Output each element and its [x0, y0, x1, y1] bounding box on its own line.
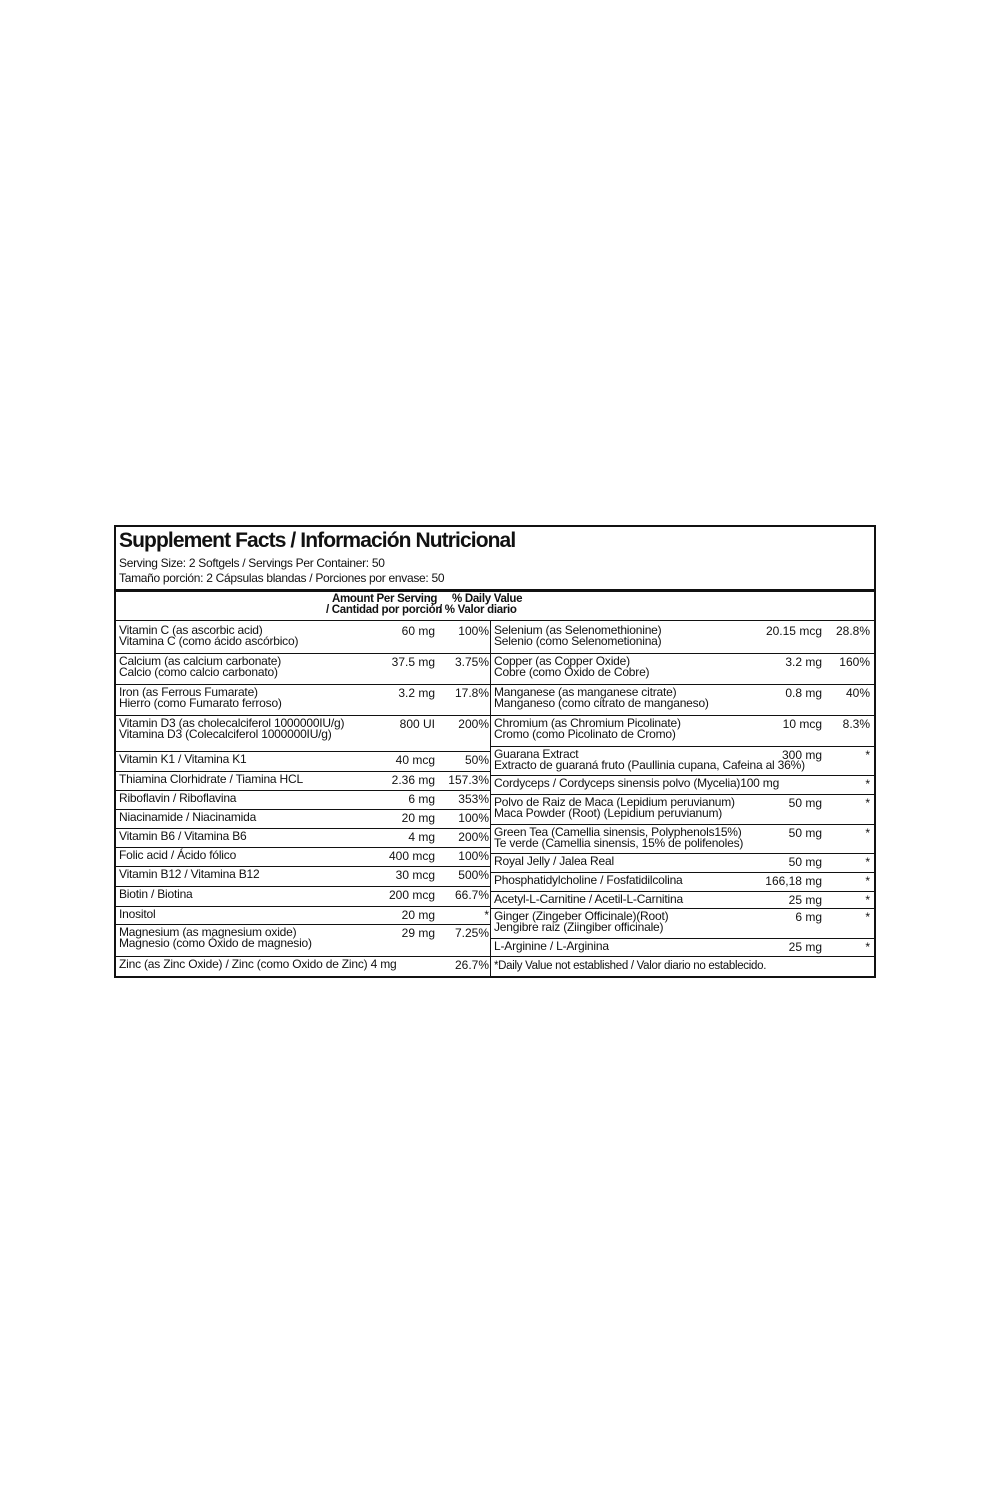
dv-header-en: % Daily Value [452, 593, 523, 605]
nutrient-daily-value: 100% [458, 811, 489, 825]
nutrient-daily-value: * [484, 908, 489, 922]
nutrient-name: Selenium (as Selenomethionine) [494, 623, 662, 637]
nutrient-row [491, 854, 874, 873]
nutrient-amount: 3.2 mg [785, 655, 822, 669]
nutrient-name: Vitamin K1 / Vitamina K1 [119, 752, 247, 766]
thick-rule [116, 589, 874, 592]
nutrient-amount: 6 mg [795, 910, 822, 924]
nutrient-daily-value: 26.7% [454, 958, 489, 972]
nutrient-name: Manganese (as manganese citrate) [494, 685, 677, 699]
nutrient-row [491, 685, 874, 716]
nutrient-daily-value: 3.75% [454, 655, 489, 669]
nutrient-name: Vitamin D3 (as cholecalciferol 1000000IU/g) [119, 716, 345, 730]
nutrient-name: Chromium (as Chromium Picolinate) [494, 716, 681, 730]
nutrient-name: Phosphatidylcholine / Fosfatidilcolina [494, 873, 683, 887]
amount-header-es: / Cantidad por porción [326, 604, 443, 616]
nutrient-row [116, 772, 490, 791]
nutrient-name: Calcium (as calcium carbonate) [119, 654, 282, 668]
nutrient-row [491, 747, 874, 776]
nutrient-row [116, 810, 490, 829]
nutrient-name: Ginger (Zingeber Officinale)(Root) [494, 909, 669, 923]
nutrient-amount: 10 mcg [782, 717, 822, 731]
nutrient-name: Zinc (as Zinc Oxide) / Zinc (como Oxido de Zinc) 4 mg [119, 957, 397, 971]
nutrient-row [116, 654, 490, 685]
nutrient-name: Polvo de Raiz de Maca (Lepidium peruvianum) [494, 795, 735, 809]
nutrient-row [116, 925, 490, 957]
nutrient-amount: 50 mg [788, 826, 822, 840]
nutrient-daily-value: * [865, 796, 870, 810]
nutrient-daily-value: 100% [458, 624, 489, 638]
nutrient-row [116, 623, 490, 654]
nutrient-amount: 25 mg [788, 893, 822, 907]
nutrient-amount: 25 mg [788, 940, 822, 954]
nutrient-amount: 20.15 mcg [765, 624, 822, 638]
nutrient-name-es: Maca Powder (Root) (Lepidium peruvianum) [494, 806, 723, 820]
nutrient-name: Royal Jelly / Jalea Real [494, 854, 614, 868]
nutrient-amount: 50 mg [788, 855, 822, 869]
nutrient-name: Copper (as Copper Oxide) [494, 654, 630, 668]
nutrient-daily-value: * [865, 893, 870, 907]
nutrient-row [491, 909, 874, 939]
nutrient-amount: 60 mg [401, 624, 435, 638]
nutrient-name: Guarana Extract [494, 747, 579, 761]
nutrient-daily-value: * [865, 855, 870, 869]
footnote-row [491, 957, 874, 977]
nutrient-name: Iron (as Ferrous Fumarate) [119, 685, 258, 699]
nutrient-row [491, 825, 874, 854]
nutrient-daily-value: 160% [839, 655, 870, 669]
nutrient-daily-value: 157.3% [448, 773, 489, 787]
nutrient-name: Vitamin B6 / Vitamina B6 [119, 829, 247, 843]
nutrient-row [491, 892, 874, 909]
nutrient-amount: 29 mg [401, 926, 435, 940]
nutrient-daily-value: 40% [845, 686, 870, 700]
nutrient-row [116, 685, 490, 716]
header-rule [116, 620, 874, 621]
footnote: *Daily Value not established / Valor diario no establecido. [494, 960, 767, 972]
nutrient-name: Acetyl-L-Carnitine / Acetil-L-Carnitina [494, 892, 683, 906]
nutrient-name: Biotin / Biotina [119, 887, 193, 901]
nutrient-amount: 400 mcg [388, 849, 435, 863]
nutrient-name-es: Vitamina D3 (Colecalciferol 1000000IU/g) [119, 727, 332, 741]
nutrient-row [491, 654, 874, 685]
nutrient-name-es: Magnesio (como Óxido de magnesio) [119, 936, 312, 950]
nutrient-name-es: Cobre (como Óxido de Cobre) [494, 665, 650, 679]
nutrient-name: Cordyceps / Cordyceps sinensis polvo (Mycelia)100 mg [494, 776, 780, 790]
serving-info-es: Tamaño porción: 2 Cápsulas blandas / Porciones por envase: 50 [119, 571, 445, 585]
nutrient-name: Vitamin B12 / Vitamina B12 [119, 867, 260, 881]
nutrient-amount: 4 mg [408, 830, 435, 844]
nutrient-name-es: Te verde (Camellia sinensis, 15% de polifenoles) [494, 836, 744, 850]
serving-info-en: Serving Size: 2 Softgels / Servings Per Container: 50 [119, 556, 385, 570]
nutrient-row [491, 939, 874, 957]
nutrient-amount: 50 mg [788, 796, 822, 810]
nutrient-daily-value: 7.25% [454, 926, 489, 940]
nutrient-daily-value: 200% [458, 830, 489, 844]
nutrient-daily-value: 66.7% [454, 888, 489, 902]
nutrient-row [116, 829, 490, 848]
nutrient-amount: 200 mcg [388, 888, 435, 902]
nutrient-name-es: Manganeso (como citrato de manganeso) [494, 696, 709, 710]
nutrient-daily-value: * [865, 874, 870, 888]
nutrient-name: Niacinamide / Niacinamida [119, 810, 257, 824]
nutrient-daily-value: * [865, 940, 870, 954]
nutrient-daily-value: * [865, 826, 870, 840]
nutrient-name: Riboflavin / Riboflavina [119, 791, 237, 805]
nutrient-name-es: Extracto de guaraná fruto (Paullinia cupana, Cafeina al 36%) [494, 758, 805, 772]
nutrient-name: Folic acid / Ácido fólico [119, 848, 237, 862]
nutrient-amount: 0.8 mg [785, 686, 822, 700]
nutrient-amount: 300 mg [781, 748, 822, 762]
nutrient-amount: 3.2 mg [398, 686, 435, 700]
nutrient-name: Vitamin C (as ascorbic acid) [119, 623, 263, 637]
nutrient-row [116, 752, 490, 772]
nutrient-name: Magnesium (as magnesium oxide) [119, 925, 297, 939]
nutrient-daily-value: 200% [458, 717, 489, 731]
nutrient-daily-value: 353% [458, 792, 489, 806]
amount-header-en: Amount Per Serving [332, 593, 438, 605]
nutrient-name-es: Calcio (como calcio carbonato) [119, 665, 278, 679]
nutrient-daily-value: 100% [458, 849, 489, 863]
nutrient-daily-value: * [865, 777, 870, 791]
nutrient-row [491, 623, 874, 654]
nutrient-amount: 20 mg [401, 908, 435, 922]
nutrient-daily-value: 8.3% [842, 717, 870, 731]
nutrient-row [116, 848, 490, 867]
nutrient-name-es: Hierro (como Fumarato ferroso) [119, 696, 282, 710]
nutrient-row [116, 867, 490, 887]
nutrient-row [116, 887, 490, 907]
nutrient-name: L-Arginine / L-Arginina [494, 939, 609, 953]
nutrient-name: Thiamina Clorhidrate / Tiamina HCL [119, 772, 303, 786]
nutrient-row [116, 716, 490, 752]
nutrient-daily-value: 50% [464, 753, 489, 767]
nutrient-row [116, 907, 490, 925]
nutrient-amount: 166,18 mg [765, 874, 822, 888]
nutrient-daily-value: 500% [458, 868, 489, 882]
supplement-facts-panel [114, 525, 876, 978]
nutrient-name: Green Tea (Camellia sinensis, Polyphenols15%) [494, 825, 742, 839]
nutrient-name-es: Jengibre raiz (Ziingiber officinale) [494, 920, 664, 934]
nutrient-amount: 2.36 mg [391, 773, 435, 787]
dv-header-es: / % Valor diario [439, 604, 517, 616]
nutrient-name-es: Vitamina C (como ácido ascórbico) [119, 634, 299, 648]
nutrient-row [116, 791, 490, 810]
panel-title: Supplement Facts / Información Nutricional [119, 529, 516, 552]
nutrient-name-es: Cromo (como Picolinato de Cromo) [494, 727, 676, 741]
nutrient-row [116, 957, 490, 977]
nutrient-amount: 40 mcg [395, 753, 435, 767]
nutrient-amount: 30 mcg [395, 868, 435, 882]
nutrient-name: Inositol [119, 907, 156, 921]
nutrient-daily-value: 17.8% [454, 686, 489, 700]
nutrient-name-es: Selenio (como Selenometionina) [494, 634, 662, 648]
nutrient-amount: 800 UI [399, 717, 435, 731]
nutrient-amount: 37.5 mg [391, 655, 435, 669]
nutrient-daily-value: * [865, 748, 870, 762]
nutrient-amount: 20 mg [401, 811, 435, 825]
nutrient-row [491, 716, 874, 747]
nutrient-row [491, 873, 874, 892]
nutrient-row [491, 776, 874, 795]
nutrient-daily-value: 28.8% [835, 624, 870, 638]
nutrient-daily-value: * [865, 910, 870, 924]
nutrient-row [491, 795, 874, 825]
nutrient-amount: 6 mg [408, 792, 435, 806]
